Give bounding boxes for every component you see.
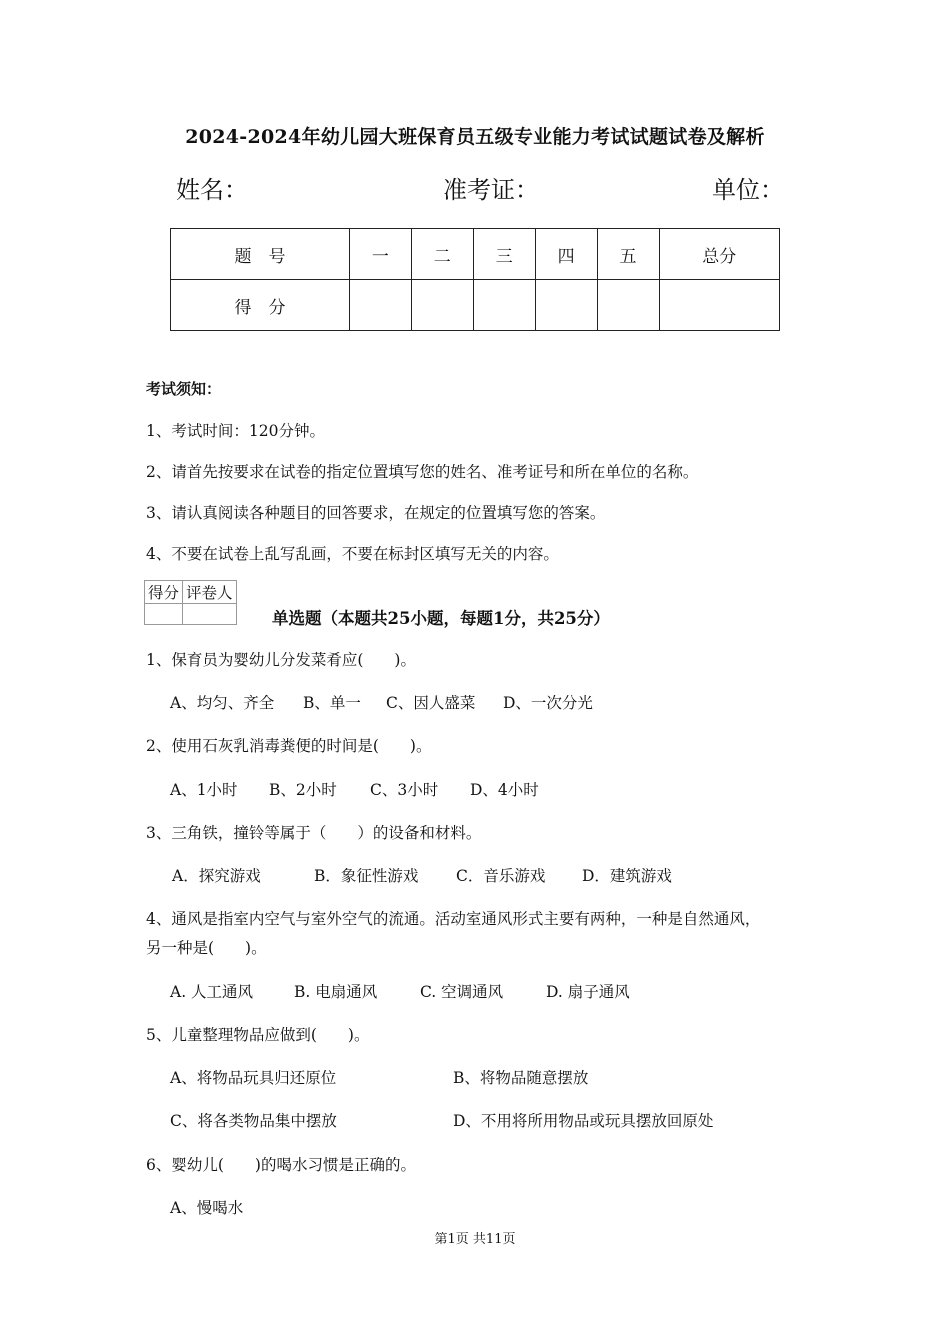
- notice-heading: 考试须知：: [146, 380, 222, 398]
- option-b: B、将物品随意摆放: [453, 1069, 589, 1087]
- score-table-header: 四: [535, 229, 597, 280]
- question-stem: 3、三角铁，撞铃等属于（ ）的设备和材料。: [146, 824, 482, 842]
- score-table: [170, 228, 780, 331]
- page-title: 2024-2024年幼儿园大班保育员五级专业能力考试试题试卷及解析: [185, 126, 765, 148]
- option-d: D、一次分光: [503, 694, 593, 712]
- grader-score-cell[interactable]: [145, 604, 183, 625]
- question-stem: 1、保育员为婴幼儿分发菜肴应( )。: [146, 651, 416, 669]
- option-d: D. 扇子通风: [546, 983, 630, 1001]
- notice-item: 1、考试时间：120分钟。: [146, 422, 325, 440]
- grader-score-label: 得分: [145, 581, 183, 604]
- score-table-header: 三: [473, 229, 535, 280]
- option-c: C．音乐游戏: [456, 867, 546, 885]
- option-a: A、1小时: [170, 781, 238, 799]
- question-stem: 4、通风是指室内空气与室外空气的流通。活动室通风形式主要有两种，一种是自然通风，: [146, 910, 761, 928]
- score-cell[interactable]: [535, 280, 597, 331]
- notice-item: 4、不要在试卷上乱写乱画，不要在标封区填写无关的内容。: [146, 545, 559, 563]
- option-b: B、单一: [303, 694, 361, 712]
- question-stem-continued: 另一种是( )。: [146, 939, 267, 957]
- score-cell[interactable]: [659, 280, 779, 331]
- notice-item: 2、请首先按要求在试卷的指定位置填写您的姓名、准考证号和所在单位的名称。: [146, 463, 699, 481]
- option-d: D、4小时: [470, 781, 539, 799]
- score-row-label: 得 分: [171, 280, 350, 331]
- section-title: 单选题（本题共25小题，每题1分，共25分）: [272, 609, 610, 628]
- score-cell[interactable]: [597, 280, 659, 331]
- option-d: D．建筑游戏: [582, 867, 672, 885]
- grader-name-cell[interactable]: [183, 604, 237, 625]
- option-d: D、不用将所用物品或玩具摆放回原处: [453, 1112, 714, 1130]
- score-table-header: 题 号: [171, 229, 350, 280]
- score-table-header: 一: [349, 229, 411, 280]
- score-table-score-row: [171, 280, 780, 331]
- exam-number-field-label: 准考证：: [443, 176, 539, 204]
- option-a: A、慢喝水: [170, 1199, 244, 1217]
- page-footer: 第1页 共11页: [434, 1232, 516, 1247]
- option-a: A、均匀、齐全: [170, 694, 275, 712]
- name-field-label: 姓名：: [176, 176, 248, 204]
- score-table-header: 五: [597, 229, 659, 280]
- question-stem: 6、婴幼儿( )的喝水习惯是正确的。: [146, 1156, 416, 1174]
- option-b: B、2小时: [269, 781, 337, 799]
- option-c: C、将各类物品集中摆放: [170, 1112, 337, 1130]
- option-b: B. 电扇通风: [294, 983, 378, 1001]
- option-a: A、将物品玩具归还原位: [170, 1069, 337, 1087]
- option-c: C、因人盛菜: [386, 694, 476, 712]
- score-table-header-row: [171, 229, 780, 280]
- option-a: A. 人工通风: [170, 983, 254, 1001]
- score-cell[interactable]: [411, 280, 473, 331]
- question-stem: 5、儿童整理物品应做到( )。: [146, 1026, 370, 1044]
- score-table-header: 二: [411, 229, 473, 280]
- score-cell[interactable]: [349, 280, 411, 331]
- option-b: B．象征性游戏: [314, 867, 419, 885]
- option-a: A．探究游戏: [172, 867, 261, 885]
- score-cell[interactable]: [473, 280, 535, 331]
- option-c: C、3小时: [370, 781, 439, 799]
- score-table-header: 总分: [659, 229, 779, 280]
- option-c: C. 空调通风: [420, 983, 504, 1001]
- grader-name-label: 评卷人: [183, 581, 237, 604]
- question-stem: 2、使用石灰乳消毒粪便的时间是( )。: [146, 737, 432, 755]
- unit-field-label: 单位：: [712, 176, 784, 204]
- grader-box: [144, 580, 237, 625]
- notice-item: 3、请认真阅读各种题目的回答要求，在规定的位置填写您的答案。: [146, 504, 606, 522]
